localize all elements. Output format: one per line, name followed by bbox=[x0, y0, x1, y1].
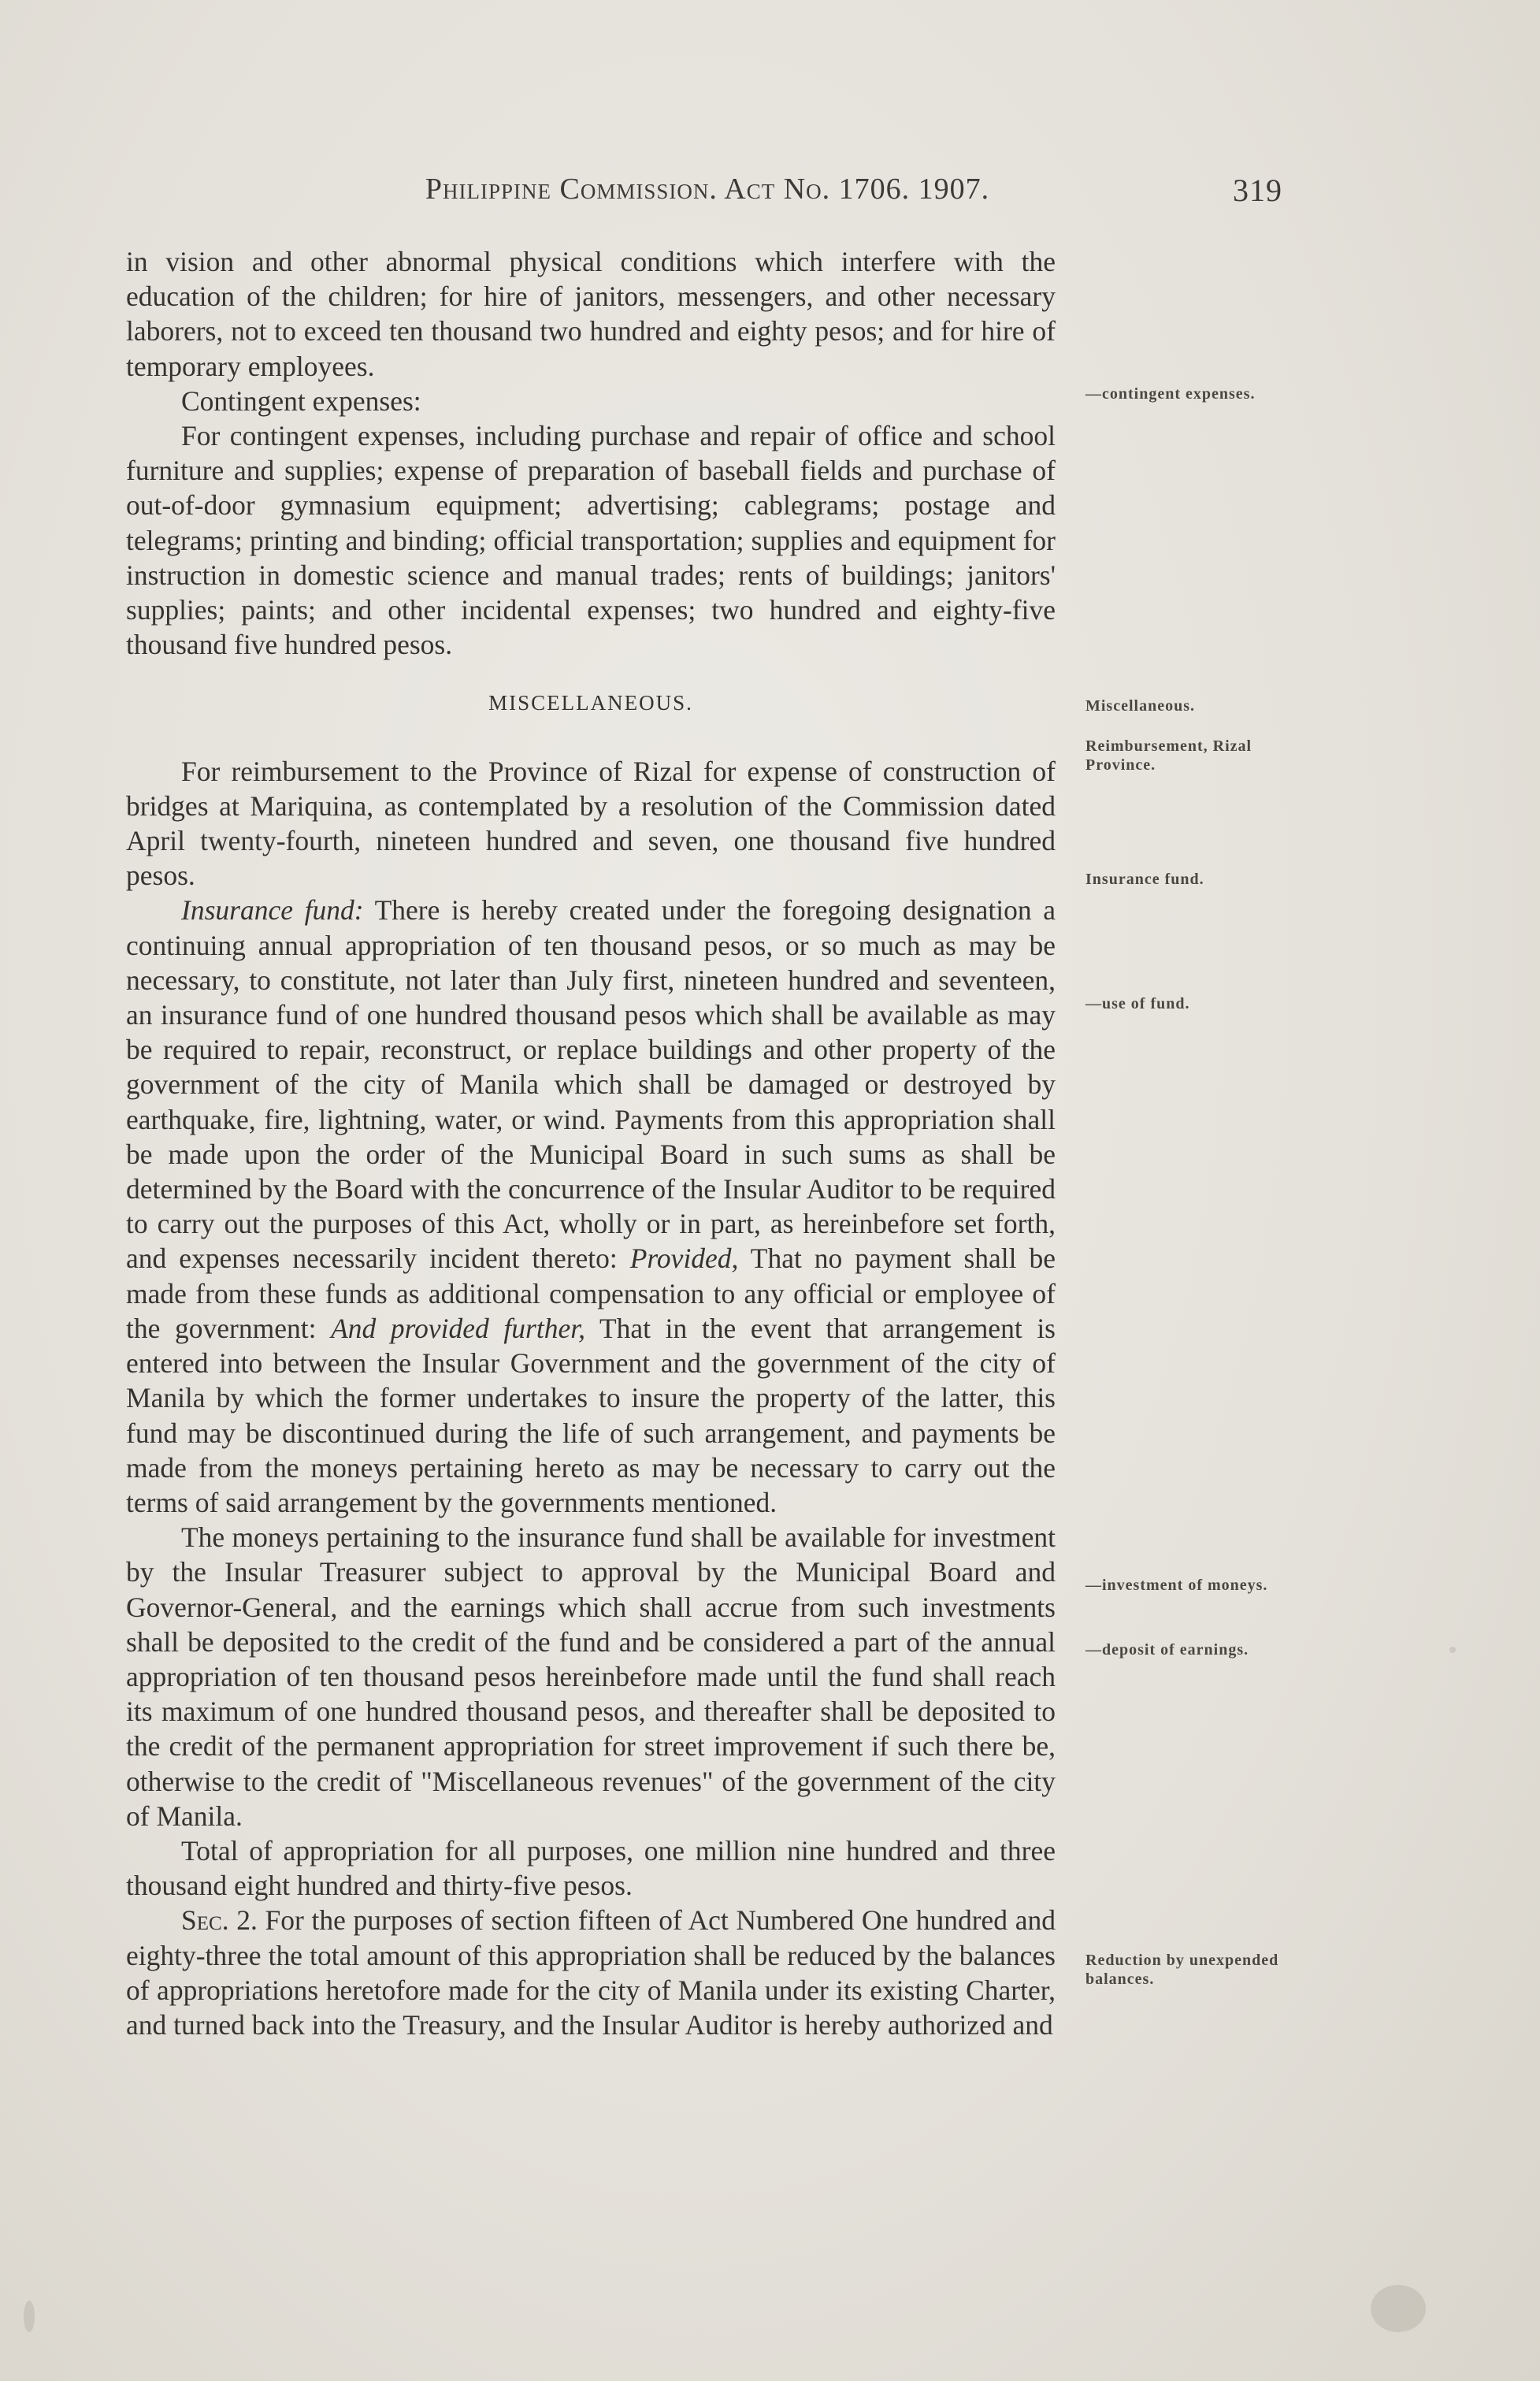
section-2-label: Sec. 2. bbox=[181, 1904, 258, 1937]
paragraph-insurance-fund bbox=[126, 893, 1056, 1520]
margin-note-deposit: —deposit of earnings. bbox=[1085, 1641, 1249, 1659]
paragraph-investment: The moneys pertaining to the insurance fund shall be available for investment by the Insular Treasurer subject to approval by the Municipal Board and Governor-General, and the earnings which shall accrue from such investments shall be deposited to the credit of the fund and be considered a part of the annual appropriation of ten thousand pesos hereinbefore made until the fund shall reach its maximum of one hundred thousand pesos, and thereafter shall be deposited to the credit of the permanent appropriation for street improvement if such there be, otherwise to the credit of "Miscellaneous revenues" of the government of the city of Manila. bbox=[126, 1521, 1056, 1832]
subheading-contingent: Contingent expenses: bbox=[181, 384, 421, 417]
insurance-fund-label: Insurance fund: bbox=[181, 894, 364, 927]
insurance-fund-text-c: That in the event that arrangement is entered into between the Insular Government and the government of the city of Manila by which the former undertakes to insure the property of the latter, this fund may be discontinued during the life of such arrangement, and payments be made from the moneys pertaining hereto as may be necessary to carry out the terms of said arrangement by the governments mentioned. bbox=[126, 1312, 1056, 1518]
running-head-title: Philippine Commission. Act No. 1706. 1907. bbox=[425, 173, 990, 206]
provided-label: Provided, bbox=[629, 1243, 739, 1275]
insurance-fund-text-a: There is hereby created under the foregoing designation a continuing annual appropriation of ten thousand pesos, or so much as may be necessary, to constitute, not later than July first, nineteen hundred and seventeen, an insurance fund of one hundred thousand pesos which shall be available as may be required to repair, reconstruct, or replace buildings and other property of the government of the city of Manila which shall be damaged or destroyed by earthquake, fire, lightning, water, or wind. Payments from this appropriation shall be made upon the order of the Municipal Board in such sums as shall be determined by the Board with the concurrence of the Insular Auditor to be required to carry out the purposes of this Act, wholly or in part, as hereinbefore set forth, and expenses necessarily incident thereto: bbox=[126, 894, 1056, 1275]
paragraph-education-hire: in vision and other abnormal physical conditions which interfere with the education of the children; for hire of janitors, messengers, and other necessary laborers, not to exceed ten thousand two hundred and eighty pesos; and for hire of temporary employees. bbox=[126, 246, 1056, 382]
paragraph-section-2 bbox=[126, 1903, 1056, 2042]
section-heading-miscellaneous: MISCELLANEOUS. bbox=[488, 691, 693, 715]
margin-note-investment: —investment of moneys. bbox=[1085, 1577, 1268, 1594]
body-text bbox=[126, 244, 1056, 2042]
provided-further-label: And provided further, bbox=[331, 1312, 585, 1344]
paragraph-rizal-reimbursement: For reimbursement to the Province of Rizal for expense of construction of bridges at Mariquina, as contemplated by a resolution of the Commission dated April twenty-fourth, nineteen hundred and seven, one thousand five hundred pesos. bbox=[126, 755, 1056, 892]
paper-stain bbox=[1371, 2285, 1426, 2332]
margin-note-rizal: Reimbursement, Rizal Province. bbox=[1085, 737, 1252, 774]
running-head bbox=[227, 172, 1282, 206]
page-number: 319 bbox=[1233, 173, 1282, 208]
paragraph-total: Total of appropriation for all purposes, one million nine hundred and three thousand eight hundred and thirty-five pesos. bbox=[126, 1834, 1056, 1902]
margin-note-reduction: Reduction by unexpended balances. bbox=[1085, 1952, 1279, 1988]
paper-stain bbox=[24, 2301, 35, 2332]
paper-speck bbox=[1449, 1647, 1456, 1653]
margin-note-contingent: —contingent expenses. bbox=[1085, 385, 1256, 403]
margin-note-use-of-fund: —use of fund. bbox=[1085, 995, 1190, 1012]
paragraph-contingent-expenses: For contingent expenses, including purchase and repair of office and school furniture and supplies; expense of preparation of baseball fields and purchase of out-of-door gymnasium equipment; advertising; cablegrams; postage and telegrams; printing and binding; official transportation; supplies and equipment for instruction in domestic science and manual trades; rents of buildings; janitors' supplies; paints; and other incidental expenses; two hundred and eighty-five thousand five hundred pesos. bbox=[126, 420, 1056, 661]
insurance-fund-text-b: That no payment shall be made from these funds as additional compensation to any official or employee of the government: bbox=[126, 1243, 1056, 1344]
margin-note-insurance: Insurance fund. bbox=[1085, 871, 1204, 888]
margin-note-miscellaneous: Miscellaneous. bbox=[1085, 697, 1195, 715]
section-2-text: For the purposes of section fifteen of Act Numbered One hundred and eighty-three the total amount of this appropriation shall be reduced by the balances of appropriations heretofore made for the city of Manila under its existing Charter, and turned back into the Treasury, and the Insular Auditor is hereby authorized and bbox=[126, 1904, 1056, 2041]
